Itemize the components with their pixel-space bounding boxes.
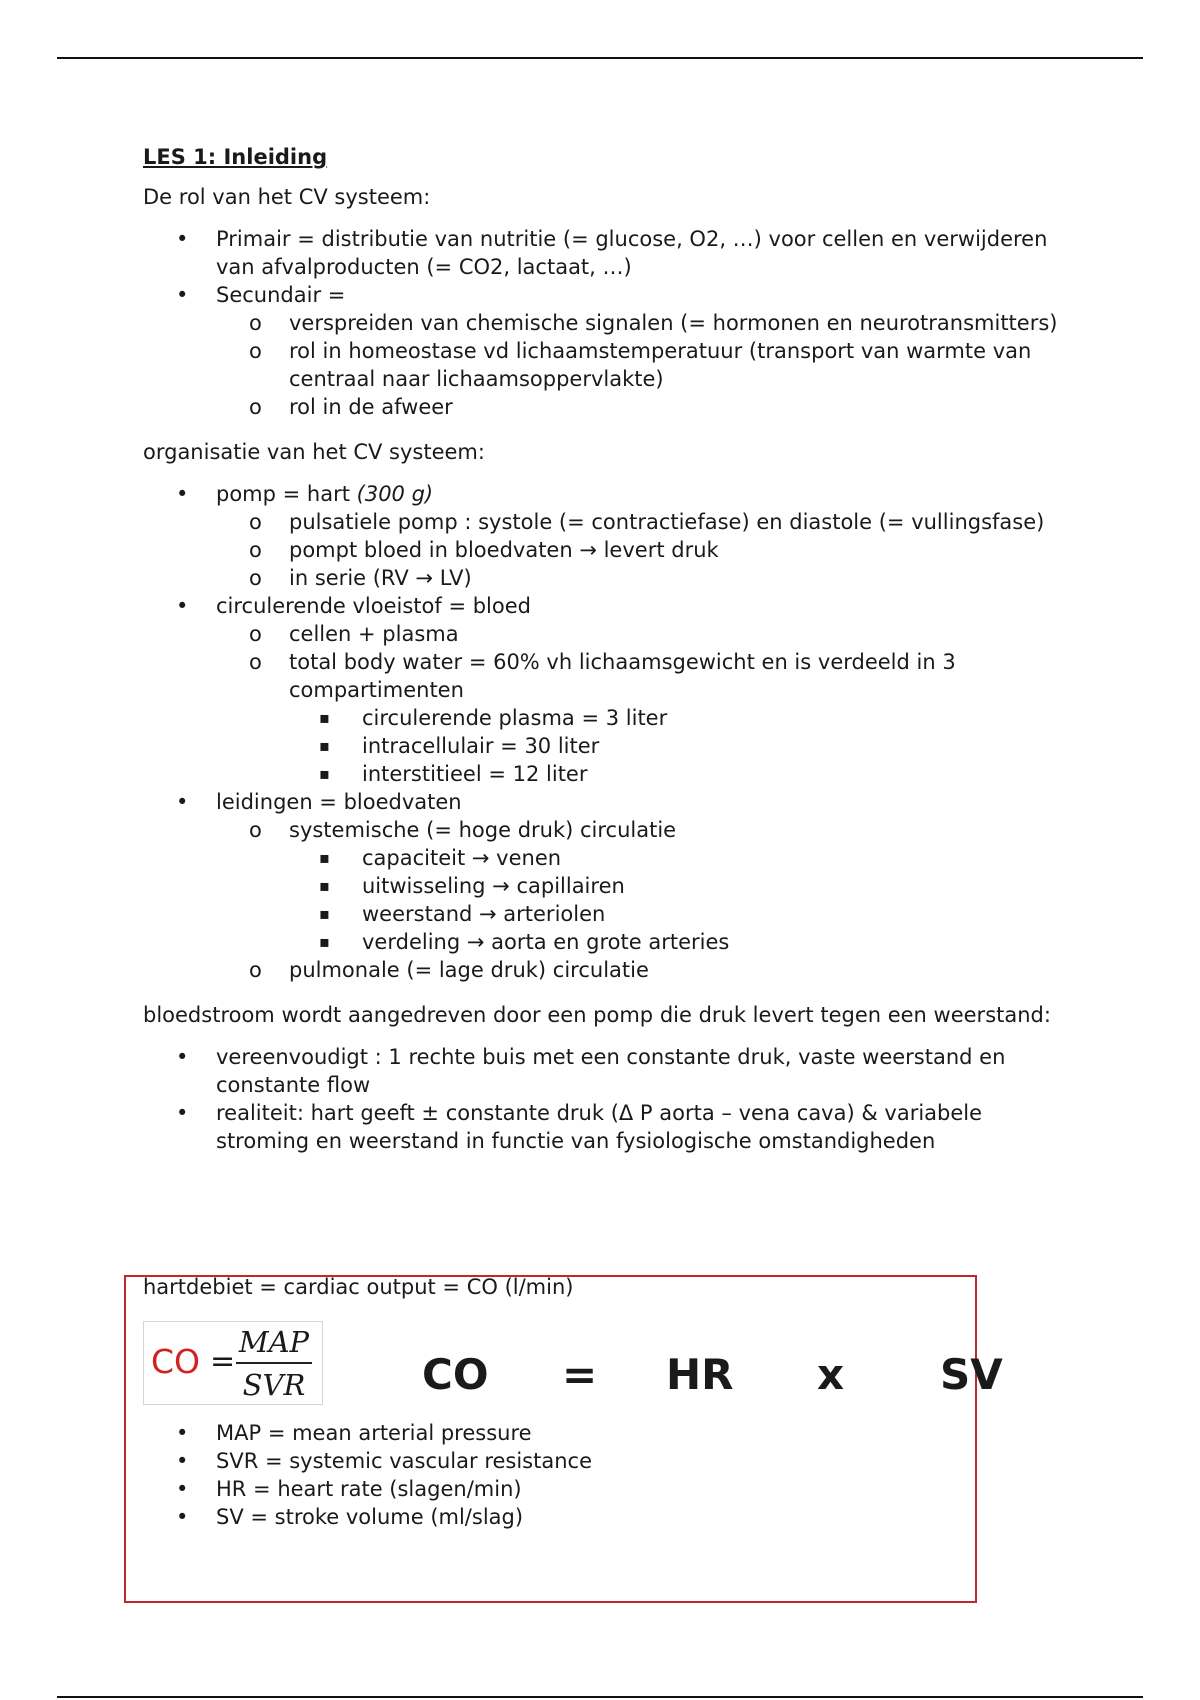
- co-formula-image: [143, 1321, 323, 1405]
- list-item: o systemische (= hoge druk) circulatie ▪ capaciteit → venen ▪ uitwisseling → capillairen ▪ weerstand → arteriolen ▪ verdeling → aorta en grote arteries: [216, 816, 1063, 956]
- organisatie-list: [143, 480, 1063, 984]
- vloeistof-sublist: [216, 620, 1063, 788]
- list-item-vloeistof: • circulerende vloeistof = bloed o cellen + plasma o total body water = 60% vh lichaamsgewicht en is verdeeld in 3 compartimenten ▪ circulerende plasma = 3 liter ▪ intracellulair = 30 liter ▪ interstitieel = 12 liter: [143, 592, 1063, 788]
- list-item: • SVR = systemic vascular resistance: [143, 1447, 943, 1475]
- definitions-list: [143, 1419, 943, 1531]
- formula-denominator: SVR: [242, 1368, 306, 1402]
- rol-list: [143, 225, 1063, 421]
- bloedstroom-list: [143, 1043, 1063, 1155]
- footer-rule: [57, 1696, 1143, 1698]
- list-item: ▪ weerstand → arteriolen: [289, 900, 1063, 928]
- list-item-primair: • Primair = distributie van nutritie (= glucose, O2, …) voor cellen en verwijderen van afvalproducten (= CO2, lactaat, …): [143, 225, 1063, 281]
- pomp-sublist: [216, 508, 1063, 592]
- equation-hr: HR: [666, 1350, 734, 1399]
- section-heading-organisatie: organisatie van het CV systeem:: [143, 440, 485, 464]
- equation-co: CO: [422, 1350, 489, 1399]
- list-item-leidingen: • leidingen = bloedvaten o systemische (= hoge druk) circulatie ▪ capaciteit → venen ▪ uitwisseling → capillairen ▪ weerstand → arteriolen ▪ verdeling → aorta en grote arteries o pulmonale (= lage druk) circulatie: [143, 788, 1063, 984]
- list-item: o in serie (RV → LV): [216, 564, 1063, 592]
- fraction-bar: [236, 1362, 312, 1364]
- leidingen-sublist: [216, 816, 1063, 984]
- section-heading-bloedstroom: bloedstroom wordt aangedreven door een pomp die druk levert tegen een weerstand:: [143, 1003, 1051, 1027]
- section-heading-rol: De rol van het CV systeem:: [143, 185, 431, 209]
- list-item: o verspreiden van chemische signalen (= hormonen en neurotransmitters): [216, 309, 1063, 337]
- definitions: [143, 1419, 943, 1531]
- list-item: • HR = heart rate (slagen/min): [143, 1475, 943, 1503]
- list-item: ▪ uitwisseling → capillairen: [289, 872, 1063, 900]
- list-item: • SV = stroke volume (ml/slag): [143, 1503, 943, 1531]
- systemisch-sublist: [289, 844, 1063, 956]
- list-item: ▪ intracellulair = 30 liter: [289, 732, 1063, 760]
- equation-times: x: [817, 1350, 845, 1399]
- secundair-sublist: [216, 309, 1063, 421]
- list-item: ▪ circulerende plasma = 3 liter: [289, 704, 1063, 732]
- list-item: • vereenvoudigt : 1 rechte buis met een constante druk, vaste weerstand en constante flow: [143, 1043, 1063, 1099]
- list-item-pomp: • pomp = hart (300 g) o pulsatiele pomp : systole (= contractiefase) en diastole (= vullingsfase) o pompt bloed in bloedvaten → levert druk o in serie (RV → LV): [143, 480, 1063, 592]
- header-rule: [57, 57, 1143, 59]
- equation-equals: =: [562, 1350, 598, 1399]
- cardiac-output-heading: hartdebiet = cardiac output = CO (l/min): [143, 1275, 574, 1299]
- list-item: • MAP = mean arterial pressure: [143, 1419, 943, 1447]
- document-body: [143, 143, 1063, 1155]
- pomp-weight: (300 g): [356, 482, 434, 506]
- list-item: o pulmonale (= lage druk) circulatie: [216, 956, 1063, 984]
- list-item: ▪ capaciteit → venen: [289, 844, 1063, 872]
- list-item-secundair: • Secundair = o verspreiden van chemische signalen (= hormonen en neurotransmitters) o rol in homeostase vd lichaamstemperatuur (transport van warmte van centraal naar lichaamsoppervlakte) o rol in de afweer: [143, 281, 1063, 421]
- list-item: ▪ verdeling → aorta en grote arteries: [289, 928, 1063, 956]
- formula-co: CO: [151, 1342, 201, 1381]
- list-item: ▪ interstitieel = 12 liter: [289, 760, 1063, 788]
- list-item: • realiteit: hart geeft ± constante druk (Δ P aorta – vena cava) & variabele stroming en weerstand in functie van fysiologische omstandigheden: [143, 1099, 1063, 1155]
- lesson-title: LES 1: Inleiding: [143, 145, 328, 169]
- list-item: o pulsatiele pomp : systole (= contractiefase) en diastole (= vullingsfase): [216, 508, 1063, 536]
- list-item: o cellen + plasma: [216, 620, 1063, 648]
- list-item: o rol in de afweer: [216, 393, 1063, 421]
- list-item: o total body water = 60% vh lichaamsgewicht en is verdeeld in 3 compartimenten ▪ circulerende plasma = 3 liter ▪ intracellulair = 30 liter ▪ interstitieel = 12 liter: [216, 648, 1063, 788]
- formula-numerator: MAP: [238, 1325, 310, 1359]
- equation-sv: SV: [940, 1350, 1003, 1399]
- compartimenten-sublist: [289, 704, 1063, 788]
- list-item: o pompt bloed in bloedvaten → levert druk: [216, 536, 1063, 564]
- list-item: o rol in homeostase vd lichaamstemperatuur (transport van warmte van centraal naar lichaamsoppervlakte): [216, 337, 1063, 393]
- formula-equals: =: [210, 1344, 236, 1379]
